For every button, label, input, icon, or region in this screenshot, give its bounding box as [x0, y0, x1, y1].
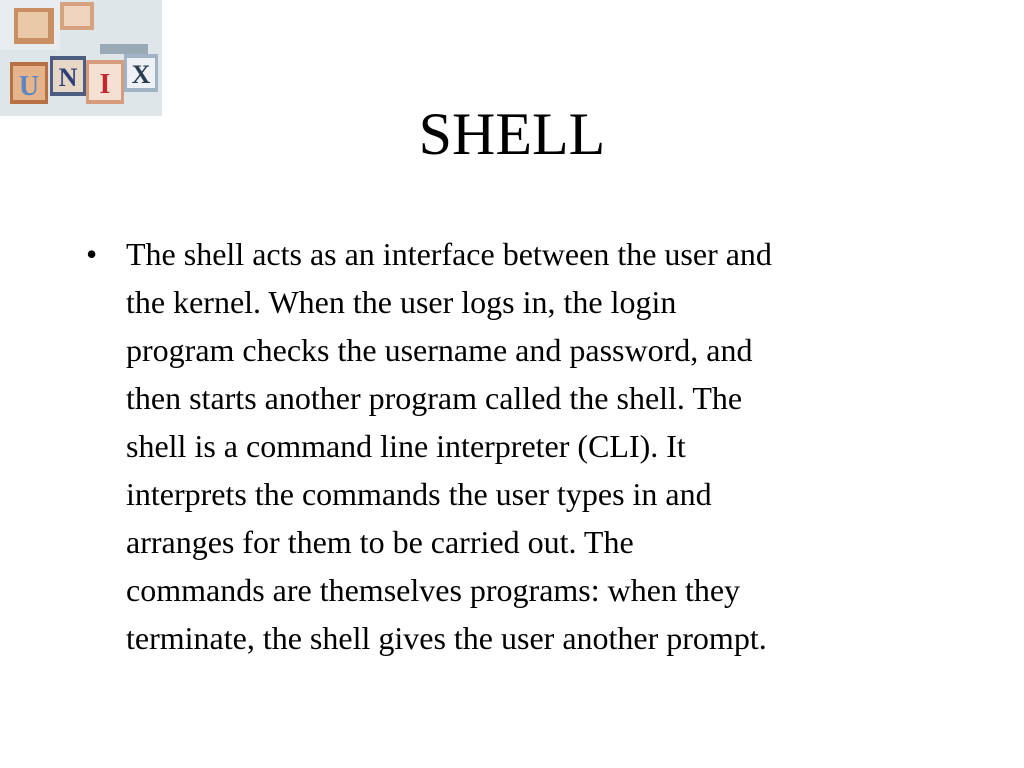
bullet-line: interprets the commands the user types in and — [126, 476, 712, 512]
bullet-line: then starts another program called the shell. The — [126, 380, 743, 416]
bullet-line: commands are themselves programs: when they — [126, 572, 741, 608]
bullet-line: the kernel. When the user logs in, the login — [126, 284, 677, 320]
logo-letter-i: I — [99, 69, 111, 100]
slide-title: SHELL — [418, 101, 606, 167]
bullet-line: The shell acts as an interface between the user and — [126, 236, 772, 272]
bullet-line: shell is a command line interpreter (CLI). It — [126, 428, 686, 464]
logo-letter-x: X — [131, 60, 151, 89]
logo-letter-n: N — [58, 63, 78, 92]
bullet-line: terminate, the shell gives the user another prompt. — [126, 620, 767, 656]
bullet-item — [86, 230, 946, 662]
bullet-list — [86, 230, 946, 662]
bullet-icon: • — [86, 236, 98, 272]
logo-letter-u: U — [18, 71, 40, 102]
bullet-line: arranges for them to be carried out. The — [126, 524, 634, 560]
bullet-line: program checks the username and password, and — [126, 332, 753, 368]
